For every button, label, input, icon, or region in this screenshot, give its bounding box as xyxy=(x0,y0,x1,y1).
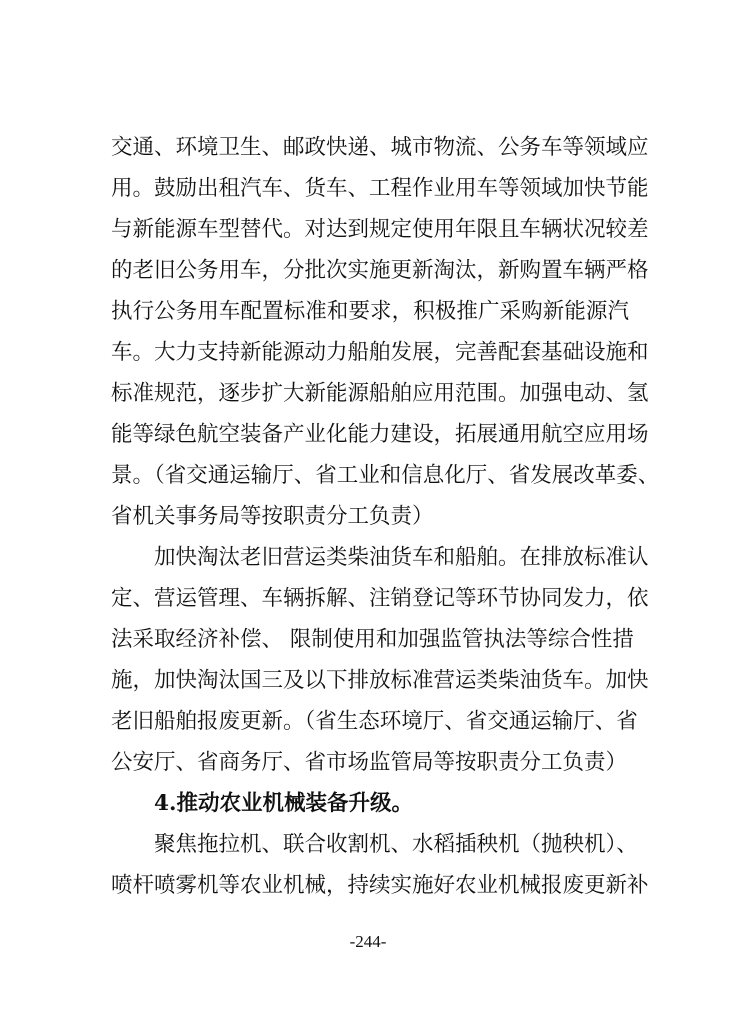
paragraph-line: 老旧船舶报废更新。（省生态环境厅、省交通运输厅、省 xyxy=(111,709,638,734)
paragraph-line: 车。大力支持新能源动力船舶发展，完善配套基础设施和 xyxy=(111,340,649,365)
paragraph-line: 标准规范，逐步扩大新能源船舶应用范围。加强电动、氢 xyxy=(111,381,649,406)
paragraph-line: 法采取经济补偿、 限制使用和加强监管执法等综合性措 xyxy=(111,627,634,652)
paragraph-first-line: 加快淘汰老旧营运类柴油货车和船舶。在排放标准认 xyxy=(154,545,649,570)
paragraph-line: 定、营运管理、车辆拆解、注销登记等环节协同发力，依 xyxy=(111,586,649,611)
paragraph-line: 执行公务用车配置标准和要求，积极推广采购新能源汽 xyxy=(111,299,629,324)
paragraph-line: 喷杆喷雾机等农业机械，持续实施好农业机械报废更新补 xyxy=(111,873,649,898)
paragraph-line: 交通、环境卫生、邮政快递、城市物流、公务车等领域应 xyxy=(111,135,649,160)
paragraph-line: 能等绿色航空装备产业化能力建设，拓展通用航空应用场 xyxy=(111,422,649,447)
page-number: -244- xyxy=(349,932,387,951)
paragraph-first-line: 聚焦拖拉机、联合收割机、水稻插秧机（抛秧机）、 xyxy=(154,832,638,857)
paragraph-line: 用。鼓励出租汽车、货车、工程作业用车等领域加快节能 xyxy=(111,176,649,201)
paragraph-line: 施，加快淘汰国三及以下排放标准营运类柴油货车。加快 xyxy=(111,668,649,693)
section-heading: 4.推动农业机械装备升级。 xyxy=(154,791,413,816)
paragraph-line: 景。（省交通运输厅、省工业和信息化厅、省发展改革委、 xyxy=(111,463,660,488)
paragraph-line: 与新能源车型替代。对达到规定使用年限且车辆状况较差 xyxy=(111,217,649,242)
paragraph-line: 的老旧公务用车，分批次实施更新淘汰，新购置车辆严格 xyxy=(111,258,649,283)
paragraph-last-line: 公安厅、省商务厅、省市场监管局等按职责分工负责） xyxy=(111,750,628,775)
paragraph-last-line: 省机关事务局等按职责分工负责） xyxy=(111,504,434,529)
